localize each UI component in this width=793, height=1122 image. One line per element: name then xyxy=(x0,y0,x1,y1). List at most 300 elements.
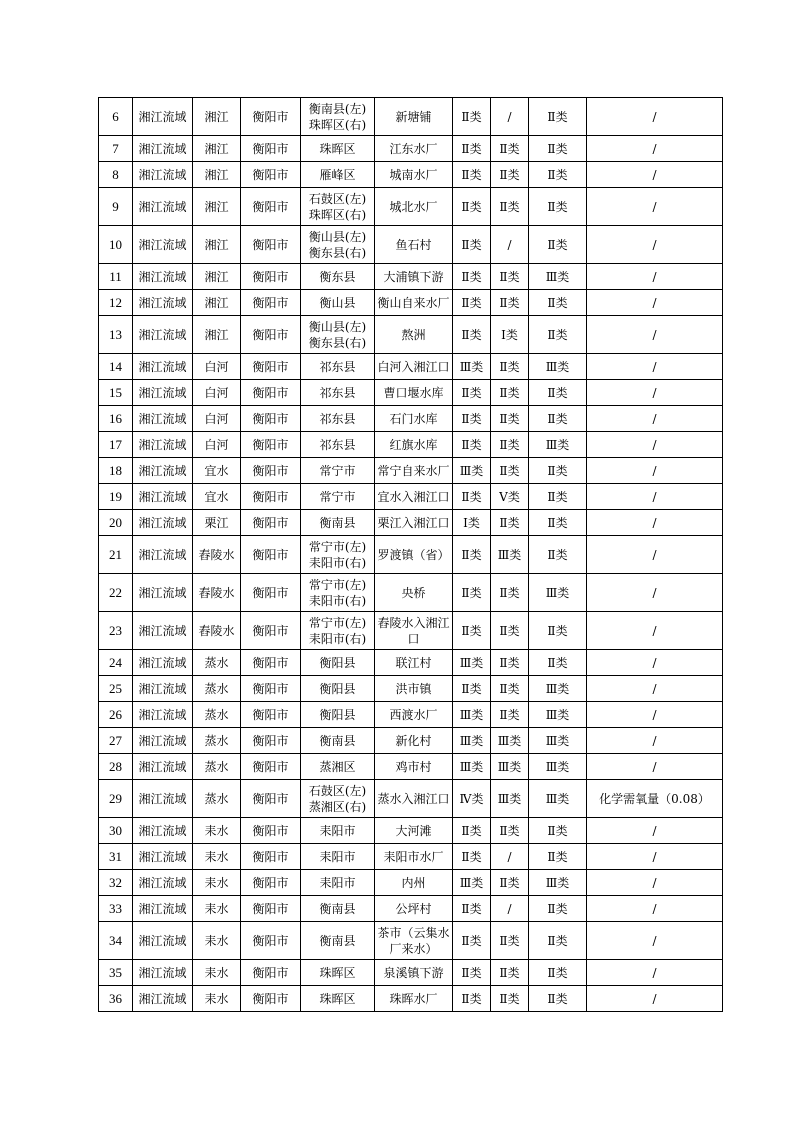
cell-current-class: Ⅲ类 xyxy=(529,432,587,458)
cell-last-class: Ⅱ类 xyxy=(491,136,529,162)
cell-no: 32 xyxy=(99,870,133,896)
cell-no: 12 xyxy=(99,290,133,316)
cell-over-standard: / xyxy=(587,406,723,432)
cell-target-class: Ⅱ类 xyxy=(453,960,491,986)
cell-last-class: Ⅲ类 xyxy=(491,728,529,754)
cell-target-class: Ⅱ类 xyxy=(453,676,491,702)
cell-target-class: Ⅱ类 xyxy=(453,136,491,162)
cell-county: 衡南县 xyxy=(301,510,375,536)
cell-target-class: Ⅱ类 xyxy=(453,922,491,960)
cell-basin: 湘江流域 xyxy=(133,136,193,162)
table-row xyxy=(99,98,723,136)
cell-county: 雁峰区 xyxy=(301,162,375,188)
table-row xyxy=(99,818,723,844)
cell-last-class: Ⅱ类 xyxy=(491,676,529,702)
cell-last-class: Ⅱ类 xyxy=(491,650,529,676)
cell-basin: 湘江流域 xyxy=(133,650,193,676)
cell-county: 衡南县(左) 珠晖区(右) xyxy=(301,98,375,136)
cell-city: 衡阳市 xyxy=(241,986,301,1012)
cell-over-standard: / xyxy=(587,818,723,844)
cell-river: 蒸水 xyxy=(193,728,241,754)
cell-county: 衡东县 xyxy=(301,264,375,290)
table-row xyxy=(99,406,723,432)
cell-current-class: Ⅱ类 xyxy=(529,536,587,574)
cell-city: 衡阳市 xyxy=(241,922,301,960)
cell-river: 耒水 xyxy=(193,818,241,844)
cell-target-class: Ⅲ类 xyxy=(453,650,491,676)
cell-over-standard: 化学需氧量（0.08） xyxy=(587,780,723,818)
cell-city: 衡阳市 xyxy=(241,380,301,406)
cell-target-class: Ⅳ类 xyxy=(453,780,491,818)
cell-no: 22 xyxy=(99,574,133,612)
cell-over-standard: / xyxy=(587,870,723,896)
cell-river: 蒸水 xyxy=(193,754,241,780)
cell-target-class: Ⅱ类 xyxy=(453,188,491,226)
cell-target-class: Ⅱ类 xyxy=(453,574,491,612)
cell-river: 耒水 xyxy=(193,844,241,870)
cell-target-class: Ⅱ类 xyxy=(453,896,491,922)
cell-no: 34 xyxy=(99,922,133,960)
cell-county: 衡南县 xyxy=(301,728,375,754)
cell-current-class: Ⅱ类 xyxy=(529,188,587,226)
table-row xyxy=(99,728,723,754)
cell-river: 湘江 xyxy=(193,136,241,162)
cell-over-standard: / xyxy=(587,896,723,922)
cell-no: 13 xyxy=(99,316,133,354)
cell-river: 白河 xyxy=(193,354,241,380)
cell-city: 衡阳市 xyxy=(241,780,301,818)
cell-county: 祁东县 xyxy=(301,432,375,458)
cell-basin: 湘江流域 xyxy=(133,484,193,510)
table-row xyxy=(99,264,723,290)
cell-county: 衡南县 xyxy=(301,922,375,960)
cell-city: 衡阳市 xyxy=(241,960,301,986)
cell-over-standard: / xyxy=(587,188,723,226)
cell-last-class: Ⅱ类 xyxy=(491,380,529,406)
cell-river: 宜水 xyxy=(193,458,241,484)
cell-no: 15 xyxy=(99,380,133,406)
cell-last-class: Ⅱ类 xyxy=(491,870,529,896)
cell-current-class: Ⅱ类 xyxy=(529,612,587,650)
cell-river: 蒸水 xyxy=(193,702,241,728)
table-row xyxy=(99,844,723,870)
cell-basin: 湘江流域 xyxy=(133,574,193,612)
table-row xyxy=(99,612,723,650)
table-row xyxy=(99,290,723,316)
water-quality-table xyxy=(98,97,723,1012)
cell-city: 衡阳市 xyxy=(241,818,301,844)
cell-last-class: Ⅱ类 xyxy=(491,510,529,536)
cell-river: 湘江 xyxy=(193,316,241,354)
cell-section: 舂陵水入湘江口 xyxy=(375,612,453,650)
cell-last-class: Ⅱ类 xyxy=(491,406,529,432)
cell-current-class: Ⅱ类 xyxy=(529,922,587,960)
cell-section: 常宁自来水厂 xyxy=(375,458,453,484)
cell-city: 衡阳市 xyxy=(241,458,301,484)
cell-basin: 湘江流域 xyxy=(133,922,193,960)
cell-city: 衡阳市 xyxy=(241,896,301,922)
cell-county: 耒阳市 xyxy=(301,818,375,844)
cell-basin: 湘江流域 xyxy=(133,380,193,406)
cell-over-standard: / xyxy=(587,458,723,484)
cell-current-class: Ⅲ类 xyxy=(529,676,587,702)
cell-river: 耒水 xyxy=(193,896,241,922)
cell-county: 祁东县 xyxy=(301,406,375,432)
cell-over-standard: / xyxy=(587,290,723,316)
cell-current-class: Ⅲ类 xyxy=(529,354,587,380)
cell-last-class: Ⅱ类 xyxy=(491,922,529,960)
cell-county: 石鼓区(左) 蒸湘区(右) xyxy=(301,780,375,818)
cell-last-class: Ⅱ类 xyxy=(491,432,529,458)
cell-river: 白河 xyxy=(193,406,241,432)
cell-current-class: Ⅲ类 xyxy=(529,728,587,754)
cell-basin: 湘江流域 xyxy=(133,960,193,986)
cell-no: 10 xyxy=(99,226,133,264)
cell-city: 衡阳市 xyxy=(241,754,301,780)
cell-no: 25 xyxy=(99,676,133,702)
cell-over-standard: / xyxy=(587,960,723,986)
cell-over-standard: / xyxy=(587,264,723,290)
cell-over-standard: / xyxy=(587,136,723,162)
cell-section: 茶市（云集水厂来水） xyxy=(375,922,453,960)
table-row xyxy=(99,922,723,960)
cell-over-standard: / xyxy=(587,98,723,136)
cell-no: 19 xyxy=(99,484,133,510)
cell-county: 衡阳县 xyxy=(301,702,375,728)
cell-current-class: Ⅱ类 xyxy=(529,986,587,1012)
cell-no: 30 xyxy=(99,818,133,844)
cell-last-class: Ⅰ类 xyxy=(491,316,529,354)
table-row xyxy=(99,380,723,406)
cell-section: 衡山自来水厂 xyxy=(375,290,453,316)
cell-over-standard: / xyxy=(587,754,723,780)
cell-last-class: Ⅲ类 xyxy=(491,536,529,574)
cell-county: 蒸湘区 xyxy=(301,754,375,780)
cell-city: 衡阳市 xyxy=(241,844,301,870)
cell-target-class: Ⅲ类 xyxy=(453,354,491,380)
cell-basin: 湘江流域 xyxy=(133,432,193,458)
cell-section: 白河入湘江口 xyxy=(375,354,453,380)
cell-county: 祁东县 xyxy=(301,354,375,380)
cell-section: 大河滩 xyxy=(375,818,453,844)
cell-county: 衡山县 xyxy=(301,290,375,316)
cell-county: 常宁市(左) 耒阳市(右) xyxy=(301,536,375,574)
cell-no: 9 xyxy=(99,188,133,226)
cell-section: 洪市镇 xyxy=(375,676,453,702)
cell-over-standard: / xyxy=(587,162,723,188)
cell-current-class: Ⅱ类 xyxy=(529,458,587,484)
cell-city: 衡阳市 xyxy=(241,870,301,896)
cell-river: 湘江 xyxy=(193,188,241,226)
cell-county: 珠晖区 xyxy=(301,960,375,986)
cell-current-class: Ⅱ类 xyxy=(529,98,587,136)
cell-over-standard: / xyxy=(587,226,723,264)
cell-city: 衡阳市 xyxy=(241,136,301,162)
cell-last-class: Ⅱ类 xyxy=(491,264,529,290)
cell-target-class: Ⅱ类 xyxy=(453,536,491,574)
cell-city: 衡阳市 xyxy=(241,676,301,702)
cell-last-class: Ⅱ类 xyxy=(491,188,529,226)
cell-river: 舂陵水 xyxy=(193,612,241,650)
cell-river: 舂陵水 xyxy=(193,536,241,574)
cell-target-class: Ⅱ类 xyxy=(453,316,491,354)
cell-last-class: Ⅲ类 xyxy=(491,754,529,780)
cell-county: 衡山县(左) 衡东县(右) xyxy=(301,316,375,354)
cell-target-class: Ⅱ类 xyxy=(453,162,491,188)
cell-section: 蒸水入湘江口 xyxy=(375,780,453,818)
cell-target-class: Ⅲ类 xyxy=(453,728,491,754)
cell-section: 罗渡镇（省） xyxy=(375,536,453,574)
cell-basin: 湘江流域 xyxy=(133,290,193,316)
cell-city: 衡阳市 xyxy=(241,510,301,536)
table-row xyxy=(99,960,723,986)
cell-no: 21 xyxy=(99,536,133,574)
cell-river: 湘江 xyxy=(193,98,241,136)
cell-city: 衡阳市 xyxy=(241,406,301,432)
cell-target-class: Ⅱ类 xyxy=(453,290,491,316)
table-row xyxy=(99,986,723,1012)
cell-river: 湘江 xyxy=(193,162,241,188)
cell-city: 衡阳市 xyxy=(241,354,301,380)
cell-section: 城北水厂 xyxy=(375,188,453,226)
cell-section: 宜水入湘江口 xyxy=(375,484,453,510)
cell-no: 26 xyxy=(99,702,133,728)
cell-section: 新化村 xyxy=(375,728,453,754)
cell-over-standard: / xyxy=(587,380,723,406)
cell-no: 18 xyxy=(99,458,133,484)
cell-current-class: Ⅲ类 xyxy=(529,870,587,896)
cell-river: 耒水 xyxy=(193,922,241,960)
cell-last-class: / xyxy=(491,896,529,922)
cell-no: 14 xyxy=(99,354,133,380)
table-row xyxy=(99,226,723,264)
cell-basin: 湘江流域 xyxy=(133,612,193,650)
cell-city: 衡阳市 xyxy=(241,98,301,136)
cell-river: 蒸水 xyxy=(193,780,241,818)
cell-county: 祁东县 xyxy=(301,380,375,406)
cell-target-class: Ⅰ类 xyxy=(453,510,491,536)
cell-no: 24 xyxy=(99,650,133,676)
cell-section: 曹口堰水库 xyxy=(375,380,453,406)
cell-last-class: Ⅱ类 xyxy=(491,960,529,986)
cell-city: 衡阳市 xyxy=(241,316,301,354)
cell-city: 衡阳市 xyxy=(241,432,301,458)
cell-city: 衡阳市 xyxy=(241,536,301,574)
cell-target-class: Ⅲ类 xyxy=(453,702,491,728)
cell-basin: 湘江流域 xyxy=(133,188,193,226)
cell-river: 耒水 xyxy=(193,960,241,986)
cell-current-class: Ⅲ类 xyxy=(529,574,587,612)
cell-current-class: Ⅱ类 xyxy=(529,136,587,162)
table-row xyxy=(99,316,723,354)
cell-over-standard: / xyxy=(587,354,723,380)
cell-current-class: Ⅱ类 xyxy=(529,510,587,536)
cell-river: 白河 xyxy=(193,380,241,406)
cell-city: 衡阳市 xyxy=(241,484,301,510)
cell-basin: 湘江流域 xyxy=(133,728,193,754)
cell-current-class: Ⅲ类 xyxy=(529,702,587,728)
cell-last-class: Ⅱ类 xyxy=(491,290,529,316)
cell-over-standard: / xyxy=(587,316,723,354)
cell-over-standard: / xyxy=(587,432,723,458)
cell-over-standard: / xyxy=(587,650,723,676)
cell-target-class: Ⅱ类 xyxy=(453,380,491,406)
cell-city: 衡阳市 xyxy=(241,728,301,754)
cell-last-class: Ⅱ类 xyxy=(491,986,529,1012)
cell-current-class: Ⅲ类 xyxy=(529,754,587,780)
cell-basin: 湘江流域 xyxy=(133,264,193,290)
cell-county: 耒阳市 xyxy=(301,870,375,896)
cell-last-class: / xyxy=(491,98,529,136)
cell-current-class: Ⅱ类 xyxy=(529,818,587,844)
cell-no: 17 xyxy=(99,432,133,458)
table-row xyxy=(99,574,723,612)
cell-target-class: Ⅱ类 xyxy=(453,432,491,458)
cell-last-class: Ⅱ类 xyxy=(491,354,529,380)
cell-target-class: Ⅱ类 xyxy=(453,612,491,650)
cell-basin: 湘江流域 xyxy=(133,818,193,844)
cell-section: 联江村 xyxy=(375,650,453,676)
cell-river: 湘江 xyxy=(193,290,241,316)
cell-over-standard: / xyxy=(587,702,723,728)
table-row xyxy=(99,484,723,510)
cell-current-class: Ⅱ类 xyxy=(529,484,587,510)
cell-last-class: / xyxy=(491,844,529,870)
cell-river: 宜水 xyxy=(193,484,241,510)
cell-county: 衡南县 xyxy=(301,896,375,922)
cell-no: 20 xyxy=(99,510,133,536)
cell-current-class: Ⅱ类 xyxy=(529,290,587,316)
table-row xyxy=(99,354,723,380)
cell-section: 熬洲 xyxy=(375,316,453,354)
cell-last-class: Ⅱ类 xyxy=(491,612,529,650)
cell-city: 衡阳市 xyxy=(241,226,301,264)
cell-section: 公坪村 xyxy=(375,896,453,922)
cell-basin: 湘江流域 xyxy=(133,406,193,432)
cell-over-standard: / xyxy=(587,574,723,612)
cell-basin: 湘江流域 xyxy=(133,754,193,780)
cell-basin: 湘江流域 xyxy=(133,896,193,922)
cell-county: 珠晖区 xyxy=(301,136,375,162)
cell-city: 衡阳市 xyxy=(241,290,301,316)
cell-county: 衡阳县 xyxy=(301,650,375,676)
cell-current-class: Ⅲ类 xyxy=(529,264,587,290)
cell-no: 11 xyxy=(99,264,133,290)
cell-current-class: Ⅱ类 xyxy=(529,316,587,354)
cell-county: 常宁市(左) 耒阳市(右) xyxy=(301,574,375,612)
cell-over-standard: / xyxy=(587,844,723,870)
table-row xyxy=(99,650,723,676)
cell-no: 23 xyxy=(99,612,133,650)
cell-city: 衡阳市 xyxy=(241,162,301,188)
cell-river: 湘江 xyxy=(193,226,241,264)
cell-river: 蒸水 xyxy=(193,650,241,676)
cell-target-class: Ⅱ类 xyxy=(453,818,491,844)
cell-county: 常宁市 xyxy=(301,458,375,484)
cell-city: 衡阳市 xyxy=(241,702,301,728)
cell-basin: 湘江流域 xyxy=(133,676,193,702)
table-row xyxy=(99,162,723,188)
table-row xyxy=(99,702,723,728)
cell-last-class: Ⅱ类 xyxy=(491,818,529,844)
cell-section: 栗江入湘江口 xyxy=(375,510,453,536)
cell-no: 7 xyxy=(99,136,133,162)
cell-river: 舂陵水 xyxy=(193,574,241,612)
cell-river: 白河 xyxy=(193,432,241,458)
cell-current-class: Ⅱ类 xyxy=(529,380,587,406)
cell-target-class: Ⅱ类 xyxy=(453,844,491,870)
cell-basin: 湘江流域 xyxy=(133,162,193,188)
cell-section: 内州 xyxy=(375,870,453,896)
cell-no: 36 xyxy=(99,986,133,1012)
cell-over-standard: / xyxy=(587,728,723,754)
cell-river: 耒水 xyxy=(193,870,241,896)
cell-last-class: Ⅱ类 xyxy=(491,458,529,484)
cell-over-standard: / xyxy=(587,510,723,536)
table-row xyxy=(99,536,723,574)
cell-section: 江东水厂 xyxy=(375,136,453,162)
cell-section: 鸡市村 xyxy=(375,754,453,780)
cell-target-class: Ⅱ类 xyxy=(453,484,491,510)
cell-section: 新塘铺 xyxy=(375,98,453,136)
cell-city: 衡阳市 xyxy=(241,612,301,650)
cell-section: 石门水库 xyxy=(375,406,453,432)
cell-no: 35 xyxy=(99,960,133,986)
cell-no: 31 xyxy=(99,844,133,870)
cell-section: 央桥 xyxy=(375,574,453,612)
cell-over-standard: / xyxy=(587,612,723,650)
cell-basin: 湘江流域 xyxy=(133,354,193,380)
cell-over-standard: / xyxy=(587,484,723,510)
cell-current-class: Ⅱ类 xyxy=(529,896,587,922)
cell-no: 8 xyxy=(99,162,133,188)
cell-over-standard: / xyxy=(587,922,723,960)
cell-county: 珠晖区 xyxy=(301,986,375,1012)
cell-basin: 湘江流域 xyxy=(133,458,193,484)
table-row xyxy=(99,458,723,484)
cell-section: 西渡水厂 xyxy=(375,702,453,728)
cell-basin: 湘江流域 xyxy=(133,510,193,536)
cell-city: 衡阳市 xyxy=(241,574,301,612)
table-row xyxy=(99,136,723,162)
cell-target-class: Ⅱ类 xyxy=(453,226,491,264)
table-row xyxy=(99,676,723,702)
cell-last-class: Ⅴ类 xyxy=(491,484,529,510)
cell-county: 石鼓区(左) 珠晖区(右) xyxy=(301,188,375,226)
cell-current-class: Ⅲ类 xyxy=(529,780,587,818)
cell-river: 栗江 xyxy=(193,510,241,536)
cell-basin: 湘江流域 xyxy=(133,702,193,728)
cell-county: 耒阳市 xyxy=(301,844,375,870)
cell-basin: 湘江流域 xyxy=(133,844,193,870)
cell-river: 蒸水 xyxy=(193,676,241,702)
table-body xyxy=(99,98,723,1012)
cell-section: 大浦镇下游 xyxy=(375,264,453,290)
cell-last-class: Ⅱ类 xyxy=(491,162,529,188)
table-row xyxy=(99,870,723,896)
cell-no: 27 xyxy=(99,728,133,754)
table-row xyxy=(99,780,723,818)
cell-section: 泉溪镇下游 xyxy=(375,960,453,986)
cell-basin: 湘江流域 xyxy=(133,870,193,896)
cell-target-class: Ⅲ类 xyxy=(453,870,491,896)
cell-no: 33 xyxy=(99,896,133,922)
cell-target-class: Ⅱ类 xyxy=(453,98,491,136)
cell-target-class: Ⅱ类 xyxy=(453,264,491,290)
cell-last-class: Ⅱ类 xyxy=(491,574,529,612)
cell-current-class: Ⅱ类 xyxy=(529,650,587,676)
cell-no: 6 xyxy=(99,98,133,136)
